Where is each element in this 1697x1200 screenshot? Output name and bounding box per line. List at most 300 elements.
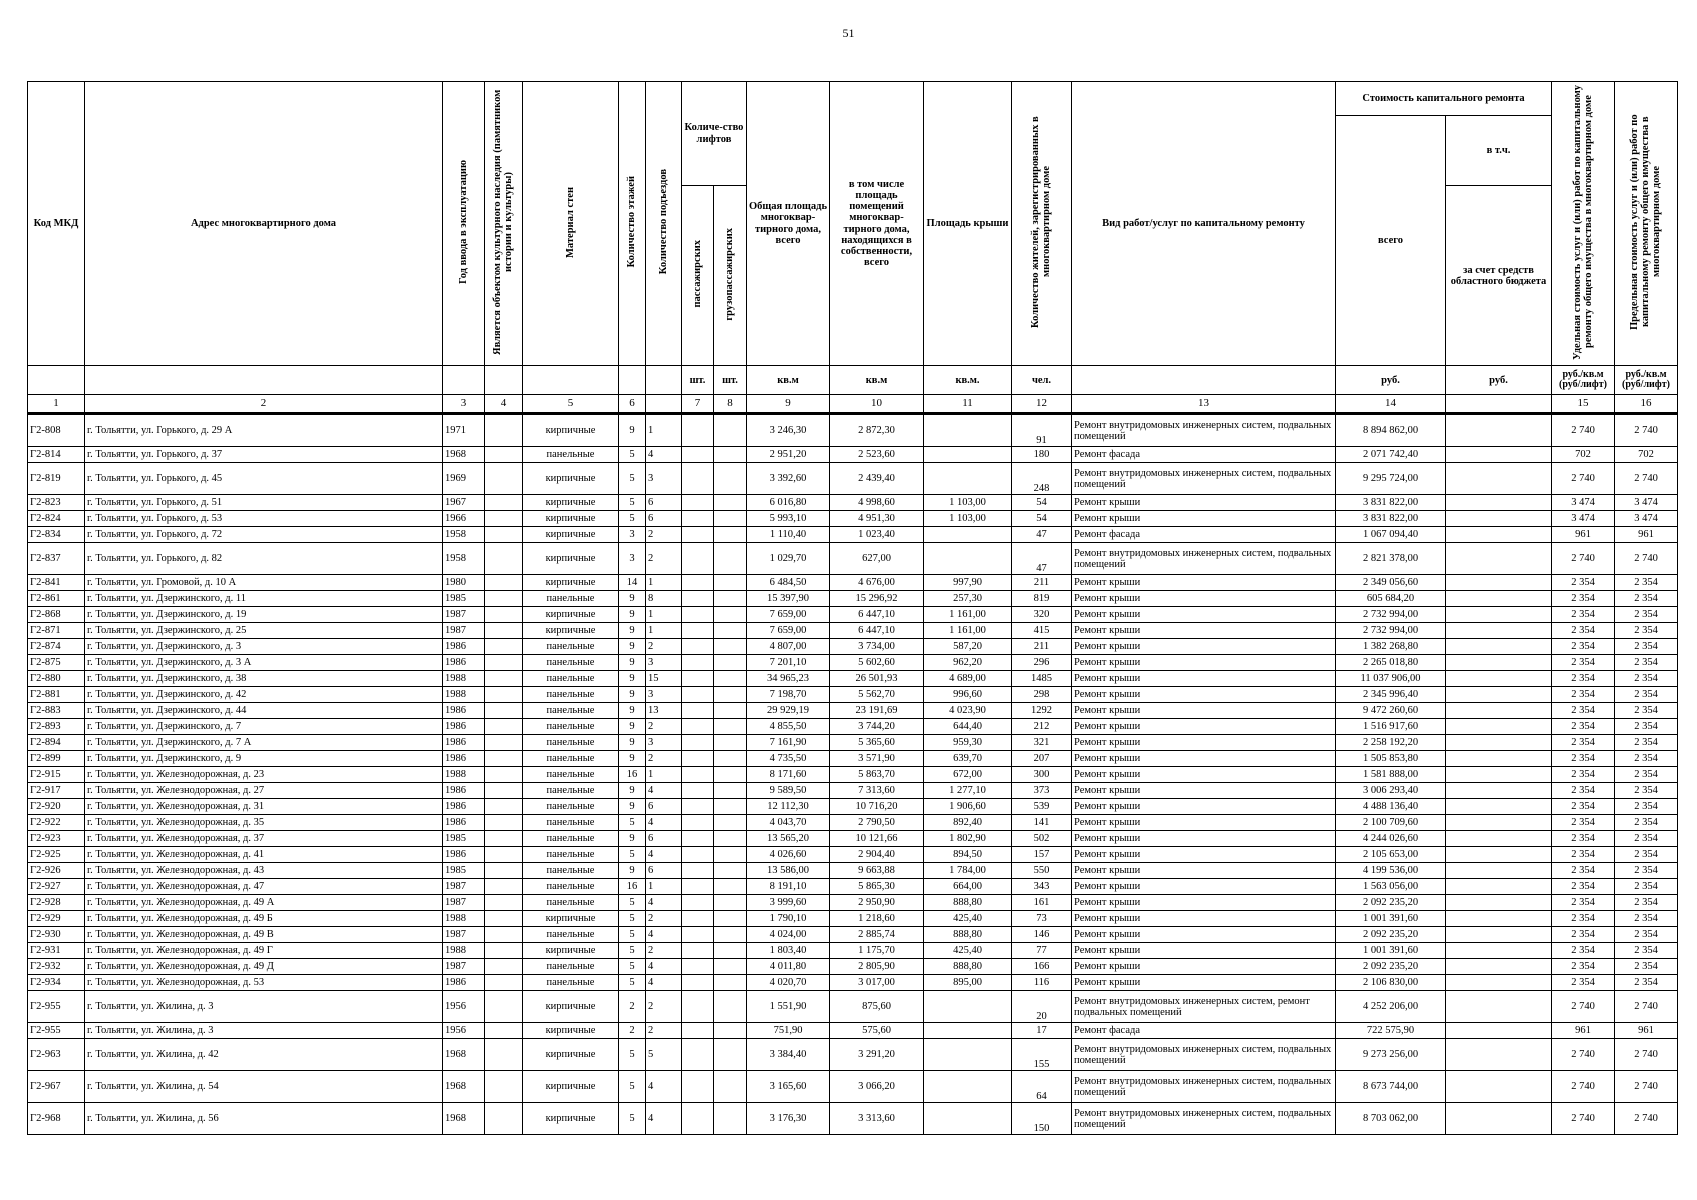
cell-entrances: 4: [646, 959, 682, 975]
unit-sht: шт.: [714, 366, 747, 395]
cell-max: 2 354: [1615, 975, 1678, 991]
cell-cost: 2 105 653,00: [1336, 847, 1446, 863]
cell-floors: 9: [619, 671, 646, 687]
column-number: 4: [485, 395, 523, 414]
cell-lp: [682, 591, 714, 607]
cell-lp: [682, 863, 714, 879]
cell-lp: [682, 831, 714, 847]
cell-total: 12 112,30: [747, 799, 830, 815]
cell-total: 13 565,20: [747, 831, 830, 847]
cell-roof: 1 161,00: [924, 607, 1012, 623]
cell-total: 4 735,50: [747, 751, 830, 767]
cell-year: 1986: [443, 751, 485, 767]
cell-address: г. Тольятти, ул. Железнодорожная, д. 23: [85, 767, 443, 783]
cell-code: Г2-925: [28, 847, 85, 863]
cell-entrances: 15: [646, 671, 682, 687]
cell-total: 3 392,60: [747, 463, 830, 495]
table-row: [28, 751, 1678, 767]
cell-code: Г2-861: [28, 591, 85, 607]
cell-total: 15 397,90: [747, 591, 830, 607]
table-row: [28, 767, 1678, 783]
cell-work: Ремонт крыши: [1072, 511, 1336, 527]
header-address: Адрес многоквартирного дома: [85, 82, 443, 366]
cell-residents: 1485: [1012, 671, 1072, 687]
cell-roof: [924, 543, 1012, 575]
cell-heritage: [485, 687, 523, 703]
cell-year: 1988: [443, 671, 485, 687]
cell-region: [1446, 655, 1552, 671]
cell-roof: 1 784,00: [924, 863, 1012, 879]
cell-lc: [714, 575, 747, 591]
cell-entrances: 6: [646, 511, 682, 527]
cell-max: 2 740: [1615, 414, 1678, 447]
cell-unit: 2 354: [1552, 639, 1615, 655]
cell-unit: 2 354: [1552, 655, 1615, 671]
cell-year: 1956: [443, 1023, 485, 1039]
column-number: [1446, 395, 1552, 414]
cell-total: 4 020,70: [747, 975, 830, 991]
cell-cost: 2 345 996,40: [1336, 687, 1446, 703]
column-number: 2: [85, 395, 443, 414]
cell-floors: 5: [619, 447, 646, 463]
cell-lc: [714, 639, 747, 655]
cell-roof: 1 802,90: [924, 831, 1012, 847]
cell-cost: 1 505 853,80: [1336, 751, 1446, 767]
cell-roof: 1 161,00: [924, 623, 1012, 639]
cell-work: Ремонт крыши: [1072, 703, 1336, 719]
cell-residents: 116: [1012, 975, 1072, 991]
cell-unit: 2 354: [1552, 895, 1615, 911]
cell-cost: 2 732 994,00: [1336, 607, 1446, 623]
cell-unit: 2 740: [1552, 543, 1615, 575]
cell-address: г. Тольятти, ул. Дзержинского, д. 3 А: [85, 655, 443, 671]
cell-max: 2 354: [1615, 703, 1678, 719]
cell-code: Г2-932: [28, 959, 85, 975]
cell-unit: 2 354: [1552, 911, 1615, 927]
header-entrances: Количество подъездов: [646, 82, 682, 366]
cell-year: 1985: [443, 831, 485, 847]
cell-roof: 962,20: [924, 655, 1012, 671]
cell-wall: кирпичные: [523, 623, 619, 639]
cell-residents: 502: [1012, 831, 1072, 847]
cell-max: 2 740: [1615, 463, 1678, 495]
cell-cost: 9 273 256,00: [1336, 1039, 1446, 1071]
cell-region: [1446, 991, 1552, 1023]
cell-work: Ремонт фасада: [1072, 1023, 1336, 1039]
cell-max: 2 354: [1615, 591, 1678, 607]
cell-unit: 2 354: [1552, 847, 1615, 863]
cell-unit: 2 354: [1552, 927, 1615, 943]
cell-year: 1987: [443, 927, 485, 943]
table-row: [28, 895, 1678, 911]
cell-unit: 2 740: [1552, 463, 1615, 495]
cell-region: [1446, 895, 1552, 911]
cell-max: 2 354: [1615, 879, 1678, 895]
cell-code: Г2-926: [28, 863, 85, 879]
cell-cost: 2 071 742,40: [1336, 447, 1446, 463]
table-row: [28, 655, 1678, 671]
cell-wall: кирпичные: [523, 1103, 619, 1135]
cell-max: 2 354: [1615, 671, 1678, 687]
cell-roof: [924, 527, 1012, 543]
cell-heritage: [485, 991, 523, 1023]
table-row: [28, 1071, 1678, 1103]
cell-entrances: 4: [646, 927, 682, 943]
cell-unit: 2 354: [1552, 623, 1615, 639]
table-row: [28, 863, 1678, 879]
header-lifts-cargo: грузопассажирских: [714, 186, 747, 366]
cell-address: г. Тольятти, ул. Железнодорожная, д. 43: [85, 863, 443, 879]
cell-lc: [714, 751, 747, 767]
cell-address: г. Тольятти, ул. Дзержинского, д. 38: [85, 671, 443, 687]
cell-cost: 2 258 192,20: [1336, 735, 1446, 751]
cell-max: 2 354: [1615, 655, 1678, 671]
cell-lc: [714, 463, 747, 495]
cell-cost: 2 265 018,80: [1336, 655, 1446, 671]
cell-unit: 702: [1552, 447, 1615, 463]
cell-entrances: 4: [646, 1103, 682, 1135]
column-number: 9: [747, 395, 830, 414]
cell-total: 4 011,80: [747, 959, 830, 975]
cell-heritage: [485, 575, 523, 591]
cell-incl: 4 998,60: [830, 495, 924, 511]
cell-work: Ремонт крыши: [1072, 911, 1336, 927]
cell-entrances: 3: [646, 655, 682, 671]
cell-work: Ремонт крыши: [1072, 863, 1336, 879]
cell-total: 7 201,10: [747, 655, 830, 671]
cell-wall: панельные: [523, 815, 619, 831]
cell-roof: 1 103,00: [924, 495, 1012, 511]
header-cost-region: за счет средств областного бюджета: [1446, 186, 1552, 366]
cell-floors: 5: [619, 943, 646, 959]
table-row: [28, 815, 1678, 831]
cell-incl: 5 863,70: [830, 767, 924, 783]
cell-floors: 3: [619, 527, 646, 543]
header-total-area: Общая площадь многоквар-тирного дома, всего: [747, 82, 830, 366]
cell-wall: панельные: [523, 703, 619, 719]
table-row: [28, 911, 1678, 927]
cell-floors: 9: [619, 831, 646, 847]
cell-address: г. Тольятти, ул. Железнодорожная, д. 49 А: [85, 895, 443, 911]
cell-code: Г2-968: [28, 1103, 85, 1135]
cell-code: Г2-934: [28, 975, 85, 991]
cell-work: Ремонт внутридомовых инженерных систем, подвальных помещений: [1072, 1103, 1336, 1135]
cell-unit: 2 354: [1552, 959, 1615, 975]
cell-incl: 2 439,40: [830, 463, 924, 495]
cell-total: 3 384,40: [747, 1039, 830, 1071]
cell-entrances: 6: [646, 863, 682, 879]
cell-residents: 321: [1012, 735, 1072, 751]
cell-address: г. Тольятти, ул. Железнодорожная, д. 49 Б: [85, 911, 443, 927]
cell-lc: [714, 1039, 747, 1071]
table-row: [28, 991, 1678, 1023]
cell-roof: [924, 1023, 1012, 1039]
column-number: 7: [682, 395, 714, 414]
cell-lp: [682, 527, 714, 543]
cell-region: [1446, 959, 1552, 975]
cell-year: 1985: [443, 591, 485, 607]
header-roof-area: Площадь крыши: [924, 82, 1012, 366]
cell-residents: 161: [1012, 895, 1072, 911]
cell-heritage: [485, 799, 523, 815]
cell-roof: [924, 1103, 1012, 1135]
cell-wall: кирпичные: [523, 414, 619, 447]
cell-work: Ремонт крыши: [1072, 799, 1336, 815]
cell-max: 2 354: [1615, 607, 1678, 623]
cell-floors: 9: [619, 639, 646, 655]
cell-roof: 425,40: [924, 943, 1012, 959]
cell-lp: [682, 911, 714, 927]
cell-heritage: [485, 895, 523, 911]
cell-wall: панельные: [523, 975, 619, 991]
header-unit-cost: Удельная стоимость услуг и (или) работ по капитальному ремонту общего имущества в многоквартирном доме: [1552, 82, 1615, 366]
cell-floors: 9: [619, 863, 646, 879]
cell-lc: [714, 414, 747, 447]
column-number: 11: [924, 395, 1012, 414]
cell-incl: 6 447,10: [830, 607, 924, 623]
cell-region: [1446, 927, 1552, 943]
cell-wall: панельные: [523, 639, 619, 655]
cell-address: г. Тольятти, ул. Железнодорожная, д. 41: [85, 847, 443, 863]
cell-max: 961: [1615, 527, 1678, 543]
cell-max: 2 354: [1615, 623, 1678, 639]
cell-lc: [714, 511, 747, 527]
cell-wall: кирпичные: [523, 575, 619, 591]
cell-region: [1446, 1103, 1552, 1135]
cell-heritage: [485, 1039, 523, 1071]
cell-year: 1986: [443, 847, 485, 863]
cell-work: Ремонт крыши: [1072, 895, 1336, 911]
table-row: [28, 639, 1678, 655]
cell-incl: 6 447,10: [830, 623, 924, 639]
cell-incl: 875,60: [830, 991, 924, 1023]
unit-chel: чел.: [1012, 366, 1072, 395]
cell-residents: 1292: [1012, 703, 1072, 719]
cell-region: [1446, 1039, 1552, 1071]
cell-roof: 997,90: [924, 575, 1012, 591]
cell-lp: [682, 687, 714, 703]
cell-entrances: 4: [646, 783, 682, 799]
cell-entrances: 4: [646, 815, 682, 831]
cell-incl: 3 017,00: [830, 975, 924, 991]
cell-lc: [714, 447, 747, 463]
cell-heritage: [485, 527, 523, 543]
cell-address: г. Тольятти, ул. Железнодорожная, д. 53: [85, 975, 443, 991]
cell-year: 1986: [443, 735, 485, 751]
cell-residents: 47: [1012, 543, 1072, 575]
cell-unit: 2 354: [1552, 783, 1615, 799]
cell-year: 1980: [443, 575, 485, 591]
cell-max: 2 354: [1615, 767, 1678, 783]
header-cost-total: всего: [1336, 116, 1446, 366]
cell-total: 1 551,90: [747, 991, 830, 1023]
cell-incl: 2 904,40: [830, 847, 924, 863]
cell-max: 2 740: [1615, 991, 1678, 1023]
cell-code: Г2-963: [28, 1039, 85, 1071]
cell-year: 1988: [443, 943, 485, 959]
cell-total: 3 246,30: [747, 414, 830, 447]
cell-heritage: [485, 1023, 523, 1039]
cell-floors: 5: [619, 463, 646, 495]
cell-work: Ремонт крыши: [1072, 687, 1336, 703]
cell-floors: 9: [619, 783, 646, 799]
cell-max: 2 354: [1615, 687, 1678, 703]
cell-max: 2 354: [1615, 847, 1678, 863]
cell-max: 961: [1615, 1023, 1678, 1039]
cell-entrances: 4: [646, 447, 682, 463]
cell-max: 2 354: [1615, 831, 1678, 847]
table-row: [28, 735, 1678, 751]
table-row: [28, 1103, 1678, 1135]
cell-code: Г2-899: [28, 751, 85, 767]
unit-rub-kvm: руб./кв.м (руб/лифт): [1615, 366, 1678, 395]
cell-entrances: 2: [646, 1023, 682, 1039]
cell-lc: [714, 687, 747, 703]
cell-work: Ремонт крыши: [1072, 975, 1336, 991]
cell-region: [1446, 831, 1552, 847]
cell-floors: 5: [619, 927, 646, 943]
cell-heritage: [485, 751, 523, 767]
cell-cost: 1 067 094,40: [1336, 527, 1446, 543]
column-number: 12: [1012, 395, 1072, 414]
cell-work: Ремонт внутридомовых инженерных систем, ремонт подвальных помещений: [1072, 991, 1336, 1023]
cell-unit: 2 740: [1552, 991, 1615, 1023]
cell-residents: 54: [1012, 511, 1072, 527]
cell-cost: 2 821 378,00: [1336, 543, 1446, 575]
cell-heritage: [485, 735, 523, 751]
column-number: 15: [1552, 395, 1615, 414]
cell-lc: [714, 591, 747, 607]
cell-residents: 64: [1012, 1071, 1072, 1103]
cell-lc: [714, 831, 747, 847]
cell-work: Ремонт крыши: [1072, 751, 1336, 767]
cell-total: 3 165,60: [747, 1071, 830, 1103]
cell-heritage: [485, 1071, 523, 1103]
cell-wall: кирпичные: [523, 1039, 619, 1071]
cell-floors: 9: [619, 591, 646, 607]
unit-rub: руб.: [1446, 366, 1552, 395]
cell-lp: [682, 511, 714, 527]
cell-code: Г2-920: [28, 799, 85, 815]
column-number: 1: [28, 395, 85, 414]
cell-roof: 1 906,60: [924, 799, 1012, 815]
cell-year: 1988: [443, 911, 485, 927]
cell-incl: 7 313,60: [830, 783, 924, 799]
cell-lp: [682, 895, 714, 911]
cell-total: 3 176,30: [747, 1103, 830, 1135]
cell-lp: [682, 815, 714, 831]
cell-unit: 961: [1552, 527, 1615, 543]
cell-heritage: [485, 591, 523, 607]
cell-incl: 10 121,66: [830, 831, 924, 847]
table-row: [28, 414, 1678, 447]
cell-lp: [682, 927, 714, 943]
cell-max: 2 740: [1615, 1071, 1678, 1103]
cell-year: 1969: [443, 463, 485, 495]
cell-year: 1971: [443, 414, 485, 447]
cell-roof: 425,40: [924, 911, 1012, 927]
cell-wall: кирпичные: [523, 495, 619, 511]
cell-entrances: 2: [646, 911, 682, 927]
cell-heritage: [485, 495, 523, 511]
cell-code: Г2-927: [28, 879, 85, 895]
cell-floors: 5: [619, 895, 646, 911]
cell-address: г. Тольятти, ул. Горького, д. 45: [85, 463, 443, 495]
table-row: [28, 943, 1678, 959]
cell-wall: панельные: [523, 655, 619, 671]
cell-lp: [682, 623, 714, 639]
cell-cost: 3 831 822,00: [1336, 495, 1446, 511]
cell-unit: 961: [1552, 1023, 1615, 1039]
cell-residents: 91: [1012, 414, 1072, 447]
cell-lp: [682, 447, 714, 463]
cell-roof: 894,50: [924, 847, 1012, 863]
cell-residents: 157: [1012, 847, 1072, 863]
cell-incl: 575,60: [830, 1023, 924, 1039]
cell-region: [1446, 639, 1552, 655]
cell-max: 2 740: [1615, 1039, 1678, 1071]
cell-heritage: [485, 719, 523, 735]
cell-lp: [682, 767, 714, 783]
cell-max: 2 740: [1615, 1103, 1678, 1135]
cell-address: г. Тольятти, ул. Жилина, д. 54: [85, 1071, 443, 1103]
cell-address: г. Тольятти, ул. Жилина, д. 56: [85, 1103, 443, 1135]
cell-roof: 587,20: [924, 639, 1012, 655]
cell-wall: кирпичные: [523, 527, 619, 543]
cell-total: 4 026,60: [747, 847, 830, 863]
cell-address: г. Тольятти, ул. Горького, д. 82: [85, 543, 443, 575]
cell-cost: 11 037 906,00: [1336, 671, 1446, 687]
cell-work: Ремонт крыши: [1072, 959, 1336, 975]
cell-heritage: [485, 447, 523, 463]
cell-total: 4 855,50: [747, 719, 830, 735]
cell-cost: 4 199 536,00: [1336, 863, 1446, 879]
table-row: [28, 703, 1678, 719]
cell-unit: 2 354: [1552, 607, 1615, 623]
cell-residents: 296: [1012, 655, 1072, 671]
cell-incl: 3 734,00: [830, 639, 924, 655]
cell-region: [1446, 847, 1552, 863]
cell-roof: 996,60: [924, 687, 1012, 703]
cell-region: [1446, 703, 1552, 719]
cell-cost: 4 244 026,60: [1336, 831, 1446, 847]
column-number: 5: [523, 395, 619, 414]
cell-floors: 2: [619, 991, 646, 1023]
cell-cost: 4 488 136,40: [1336, 799, 1446, 815]
cell-lp: [682, 735, 714, 751]
cell-max: 702: [1615, 447, 1678, 463]
cell-incl: 4 676,00: [830, 575, 924, 591]
cell-address: г. Тольятти, ул. Горького, д. 51: [85, 495, 443, 511]
cell-heritage: [485, 927, 523, 943]
unit-rub-kvm: руб./кв.м (руб/лифт): [1552, 366, 1615, 395]
cell-heritage: [485, 607, 523, 623]
cell-lc: [714, 1071, 747, 1103]
cell-wall: панельные: [523, 831, 619, 847]
cell-residents: 415: [1012, 623, 1072, 639]
cell-code: Г2-875: [28, 655, 85, 671]
table-row: [28, 511, 1678, 527]
cell-address: г. Тольятти, ул. Жилина, д. 3: [85, 1023, 443, 1039]
cell-region: [1446, 879, 1552, 895]
cell-region: [1446, 751, 1552, 767]
cell-total: 2 951,20: [747, 447, 830, 463]
cell-year: 1986: [443, 703, 485, 719]
cell-wall: панельные: [523, 751, 619, 767]
cell-year: 1987: [443, 959, 485, 975]
cell-code: Г2-881: [28, 687, 85, 703]
cell-total: 751,90: [747, 1023, 830, 1039]
